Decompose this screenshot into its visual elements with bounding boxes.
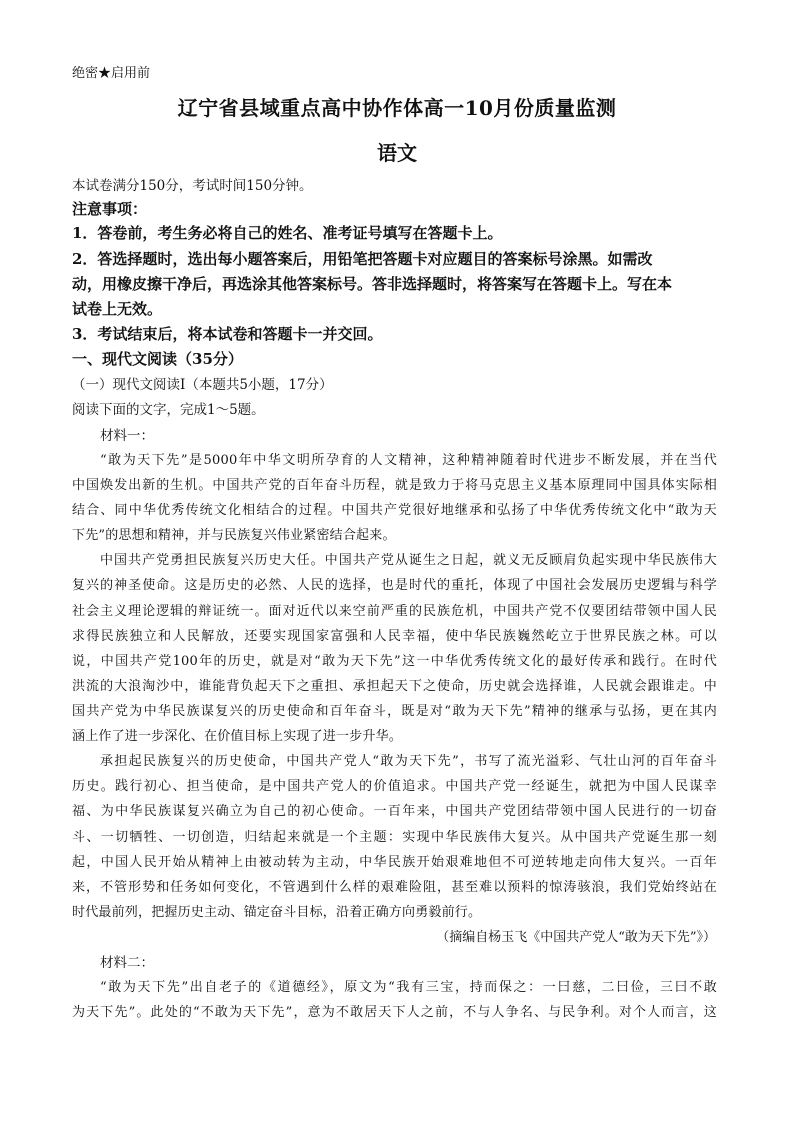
material-1-line: 国共产党为中华民族谋复兴的历史使命和百年奋斗，既是对“敢为天下先”精神的继承与弘扬，更在其内 — [72, 704, 717, 719]
confidential-label: 绝密★启用前 — [72, 66, 151, 81]
notice-title: 注意事项： — [72, 200, 148, 218]
notice-item-2-line-3: 试卷上无效。 — [72, 300, 163, 318]
material-1-line: 中国共产党勇担民族复兴历史大任。中国共产党从诞生之日起，就义无反顾肩负起实现中华民族伟大 — [100, 553, 717, 568]
material-1-line: 时代最前列，把握历史主动、锚定奋斗目标，沿着正确方向勇毅前行。 — [72, 905, 482, 920]
material-2-line: 为天下先”。此处的“不敢为天下先”，意为不敢居天下人之前，不与人争名、与民争利。对个人而言，这 — [72, 1005, 717, 1020]
exam-info: 本试卷满分150分，考试时间150分钟。 — [72, 178, 313, 194]
subject-title: 语文 — [377, 141, 417, 165]
section-heading: 一、现代文阅读（35分） — [72, 350, 243, 368]
material-1-line: 下先”的思想和精神，并与民族复兴伟业紧密结合起来。 — [72, 528, 396, 543]
notice-item-2-line-1: 2．答选择题时，选出每小题答案后，用铅笔把答题卡对应题目的答案标号涂黑。如需改 — [72, 250, 653, 268]
material-1-line: 福、为中华民族谋复兴确立为自己的初心使命。一百年来，中国共产党团结带领中国人民进行的一切奋 — [72, 804, 717, 819]
exam-title: 辽宁省县域重点高中协作体高一10月份质量监测 — [177, 96, 617, 120]
material-1-label: 材料一： — [100, 428, 154, 444]
material-1-line: “敢为天下先”是5000年中华文明所孕育的人文精神，这种精神随着时代进步不断发展，并在当代 — [100, 453, 717, 468]
material-1-line: 来，不管形势和任务如何变化，不管遇到什么样的艰难险阻，甚至难以预料的惊涛骇浪，我们党始终站在 — [72, 880, 717, 895]
sub-section-heading: （一）现代文阅读Ⅰ（本题共5小题，17分） — [72, 377, 333, 393]
material-1-line: 起，中国人民开始从精神上由被动转为主动，中华民族开始艰难地但不可逆转地走向伟大复兴。一百年 — [72, 855, 717, 870]
material-1-line: 求得民族独立和人民解放，还要实现国家富强和人民幸福，使中华民族巍然屹立于世界民族之林。可以 — [72, 629, 717, 644]
notice-item-3: 3．考试结束后，将本试卷和答题卡一并交回。 — [72, 325, 383, 343]
material-2-label: 材料二： — [100, 955, 154, 971]
material-1-line: 结合、同中华优秀传统文化相结合的过程。中国共产党很好地继承和弘扬了中华优秀传统文化中“敢为天 — [72, 503, 717, 518]
material-1-line: 历史。践行初心、担当使命，是中国共产党人的价值追求。中国共产党一经诞生，就把为中国人民谋幸 — [72, 779, 717, 794]
notice-item-2-line-2: 动，用橡皮擦干净后，再选涂其他答案标号。答非选择题时，将答案写在答题卡上。写在本 — [72, 275, 673, 293]
material-1-line: 中国焕发出新的生机。中国共产党的百年奋斗历程，就是致力于将马克思主义基本原理同中国具体实际相 — [72, 478, 717, 493]
material-1-line: 社会主义理论逻辑的辩证统一。面对近代以来空前严重的民族危机，中国共产党不仅要团结带领中国人民 — [72, 604, 717, 619]
material-2-line: “敢为天下先”出自老子的《道德经》，原文为“我有三宝，持而保之：一曰慈，二曰俭，三曰不敢 — [100, 980, 717, 995]
material-1-line: 涵上作了进一步深化、在价值目标上实现了进一步升华。 — [72, 729, 403, 744]
reading-instruction: 阅读下面的文字，完成1～5题。 — [72, 402, 265, 418]
material-1-line: 洪流的大浪淘沙中，谁能背负起天下之重担、承担起天下之使命，历史就会选择谁，人民就会跟谁走。中 — [72, 679, 717, 694]
material-1-source: （摘编自杨玉飞《中国共产党人“敢为天下先”》） — [436, 930, 716, 945]
material-1-line: 复兴的神圣使命。这是历史的必然、人民的选择，也是时代的重托，体现了中国社会发展历史逻辑与科学 — [72, 578, 717, 593]
material-1-line: 说，中国共产党100年的历史，就是对“敢为天下先”这一中华优秀传统文化的最好传承和践行。在时代 — [72, 654, 717, 669]
notice-item-1: 1．答卷前，考生务必将自己的姓名、准考证号填写在答题卡上。 — [72, 224, 503, 242]
material-1-line: 斗、一切牺牲、一切创造，归结起来就是一个主题：实现中华民族伟大复兴。从中国共产党诞生那一刻 — [72, 830, 717, 845]
material-1-line: 承担起民族复兴的历史使命，中国共产党人“敢为天下先”，书写了流光溢彩、气壮山河的百年奋斗 — [100, 754, 717, 769]
